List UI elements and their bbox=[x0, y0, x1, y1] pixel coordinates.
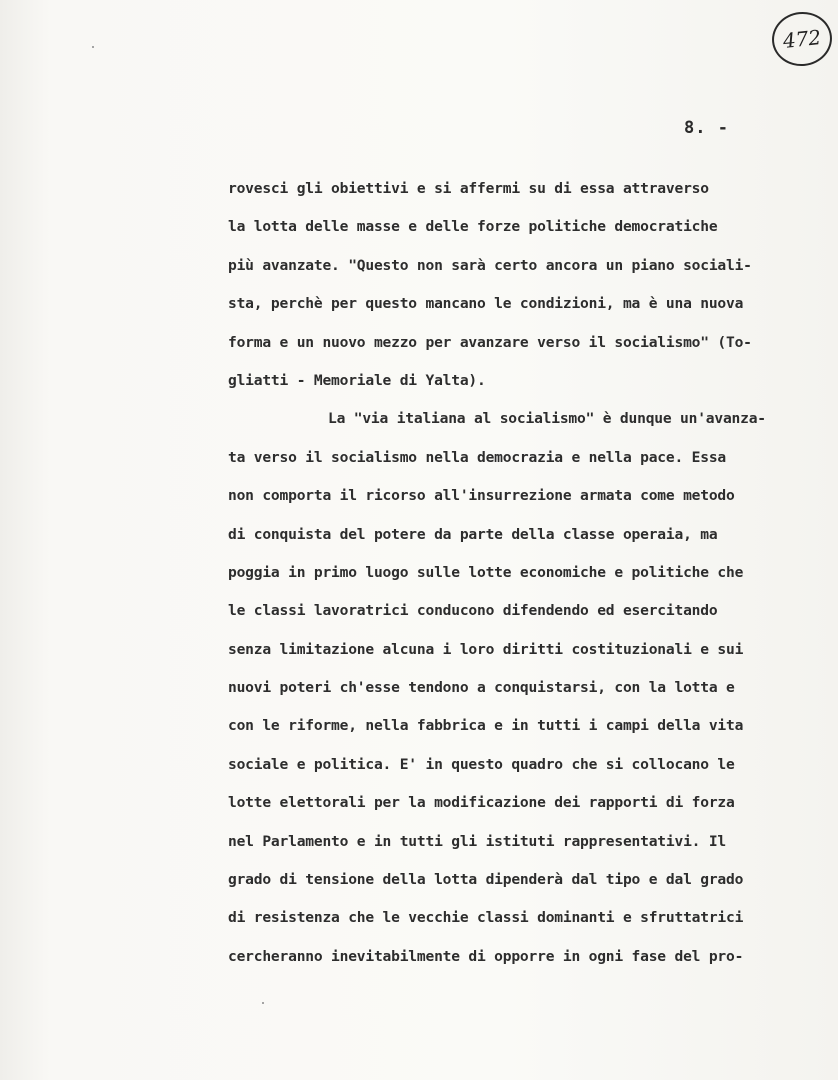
text-line: cercheranno inevitabilmente di opporre in ogni fase del pro- bbox=[228, 947, 744, 965]
text-line: grado di tensione della lotta dipenderà dal tipo e dal grado bbox=[228, 871, 744, 889]
text-line: con le riforme, nella fabbrica e in tutti i campi della vita bbox=[228, 717, 744, 735]
text-line: nel Parlamento e in tutti gli istituti rappresentativi. Il bbox=[228, 832, 726, 850]
paper-speck bbox=[92, 46, 94, 48]
text-line: gliatti - Memoriale di Yalta). bbox=[228, 371, 486, 389]
body-text bbox=[228, 170, 828, 976]
text-line: rovesci gli obiettivi e si affermi su di essa attraverso bbox=[228, 180, 709, 197]
text-line: le classi lavoratrici conducono difendendo ed esercitando bbox=[228, 602, 718, 620]
page-number: 8. - bbox=[684, 118, 729, 138]
archive-page-stamp bbox=[769, 9, 834, 69]
paper-speck bbox=[262, 1002, 264, 1004]
text-line: poggia in primo luogo sulle lotte economiche e politiche che bbox=[228, 563, 744, 581]
text-line: sociale e politica. E' in questo quadro che si collocano le bbox=[228, 755, 735, 773]
text-line: non comporta il ricorso all'insurrezione armata come metodo bbox=[228, 487, 735, 505]
text-line: di resistenza che le vecchie classi dominanti e sfruttatrici bbox=[228, 909, 744, 927]
text-line: ta verso il socialismo nella democrazia e nella pace. Essa bbox=[228, 448, 726, 466]
paragraph-start-line: La "via italiana al socialismo" è dunque un'avanza- bbox=[328, 410, 766, 428]
text-line: nuovi poteri ch'esse tendono a conquistarsi, con la lotta e bbox=[228, 679, 735, 697]
text-line: forma e un nuovo mezzo per avanzare verso il socialismo" (To- bbox=[228, 333, 752, 351]
text-line: senza limitazione alcuna i loro diritti costituzionali e sui bbox=[228, 640, 744, 658]
text-line: più avanzate. "Questo non sarà certo ancora un piano sociali- bbox=[228, 256, 752, 274]
text-line: la lotta delle masse e delle forze politiche democratiche bbox=[228, 218, 718, 236]
text-line: lotte elettorali per la modificazione dei rapporti di forza bbox=[228, 794, 735, 812]
text-line: di conquista del potere da parte della classe operaia, ma bbox=[228, 525, 718, 543]
text-line: sta, perchè per questo mancano le condizioni, ma è una nuova bbox=[228, 295, 744, 313]
stamp-number: 472 bbox=[781, 25, 823, 53]
